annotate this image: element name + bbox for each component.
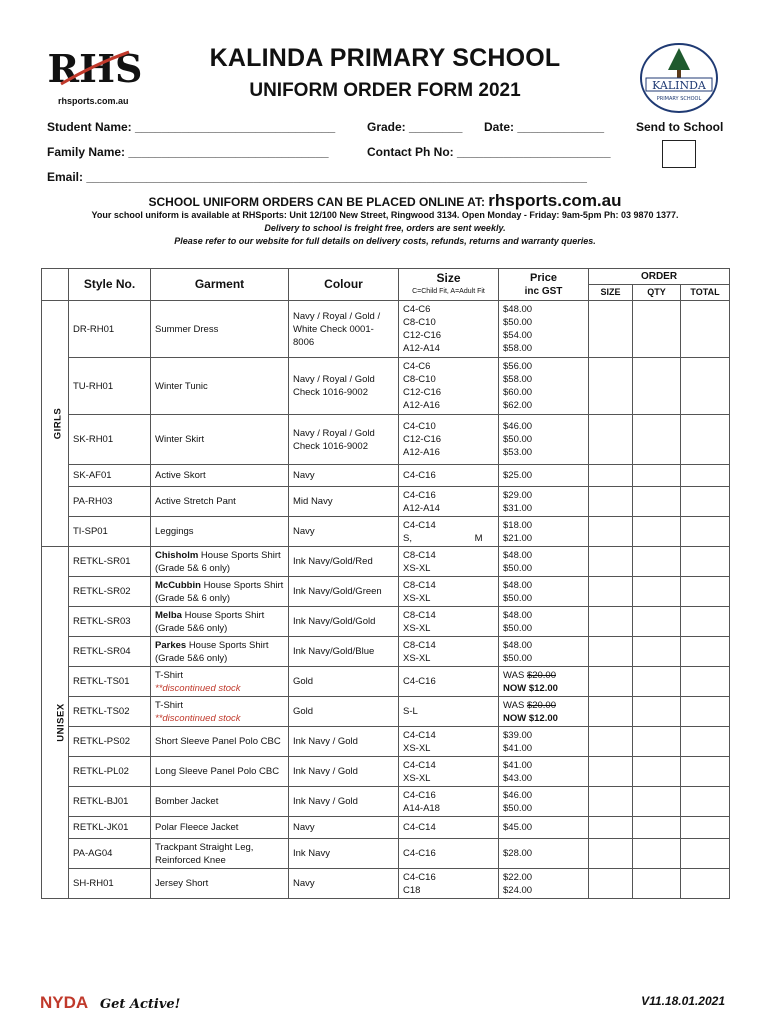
student-name-field[interactable]: Student Name: ______________________________ <box>47 120 336 134</box>
style-cell: TU-RH01 <box>69 358 151 415</box>
online-prefix: SCHOOL UNIFORM ORDERS CAN BE PLACED ONLINE AT: <box>148 195 485 209</box>
price-old: $20.00 <box>526 699 556 711</box>
order-total-input[interactable] <box>681 487 730 517</box>
garment-name: House Sports Shirt (Grade 5& 6 only) <box>155 549 281 574</box>
colour-cell: Navy / Royal / Gold Check 1016-9002 <box>289 415 399 465</box>
price-cell: $25.00 <box>499 465 589 487</box>
price-cell: $39.00 $41.00 <box>499 727 589 757</box>
group-header-blank <box>42 269 69 301</box>
size-cell: C8-C14 XS-XL <box>399 577 499 607</box>
order-size-input[interactable] <box>589 547 633 577</box>
garment-name: House Sports Shirt (Grade 5&6 only) <box>155 609 265 634</box>
price-cell: $41.00 $43.00 <box>499 757 589 787</box>
send-to-school-checkbox[interactable] <box>662 140 696 168</box>
garment-name: Active Skort <box>155 470 206 481</box>
style-cell: SK-RH01 <box>69 415 151 465</box>
table-row <box>42 607 730 637</box>
colour-cell: Navy <box>289 517 399 547</box>
order-size-input[interactable] <box>589 301 633 358</box>
price-cell: $22.00 $24.00 <box>499 869 589 899</box>
garment-cell <box>151 839 289 869</box>
order-total-input[interactable] <box>681 358 730 415</box>
discontinued-note: **discontinued stock <box>155 682 241 694</box>
order-total-input[interactable] <box>681 697 730 727</box>
table-row <box>42 415 730 465</box>
garment-cell <box>151 577 289 607</box>
header-price <box>499 269 589 301</box>
garment-cell <box>151 727 289 757</box>
order-qty-input[interactable] <box>633 358 681 415</box>
order-qty-input[interactable] <box>633 727 681 757</box>
garment-name: Winter Tunic <box>155 380 208 392</box>
order-qty-input[interactable] <box>633 547 681 577</box>
header-order: ORDER <box>589 269 730 285</box>
order-total-input[interactable] <box>681 607 730 637</box>
style-cell: RETKL-JK01 <box>69 817 151 839</box>
colour-cell: Navy <box>289 465 399 487</box>
garment-name: Trackpant Straight Leg, Reinforced Knee <box>155 841 254 866</box>
size-cell: C4-C16 A14-A18 <box>399 787 499 817</box>
colour-cell: Ink Navy/Gold/Gold <box>289 607 399 637</box>
colour-cell: Gold <box>289 667 399 697</box>
order-size-input[interactable] <box>589 465 633 487</box>
style-cell: DR-RH01 <box>69 301 151 358</box>
rhs-logo-text: RHS <box>47 46 143 91</box>
header-price-label: Price <box>530 271 557 284</box>
price-old: $20.00 <box>526 669 556 681</box>
nyda-slogan: Get Active! <box>100 997 181 1012</box>
garment-name: Polar Fleece Jacket <box>155 822 239 833</box>
table-row <box>42 547 730 577</box>
order-qty-input[interactable] <box>633 667 681 697</box>
colour-cell: Navy <box>289 869 399 899</box>
size-cell: C4-C16 <box>399 839 499 869</box>
order-total-input[interactable] <box>681 301 730 358</box>
order-qty-input[interactable] <box>633 487 681 517</box>
garment-cell <box>151 637 289 667</box>
price-cell: $48.00 $50.00 <box>499 577 589 607</box>
header-price-note: inc GST <box>524 285 563 297</box>
garment-cell <box>151 358 289 415</box>
table-row <box>42 637 730 667</box>
colour-cell: Navy / Royal / Gold Check 1016-9002 <box>289 358 399 415</box>
colour-cell: Ink Navy/Gold/Blue <box>289 637 399 667</box>
order-qty-input[interactable] <box>633 465 681 487</box>
order-qty-input[interactable] <box>633 301 681 358</box>
store-info: Your school uniform is available at RHSports: Unit 12/100 New Street, Ringwood 3134. Open Monday - Friday: 9am-5pm Ph: 03 9870 1377. <box>91 210 679 220</box>
order-size-input[interactable] <box>589 697 633 727</box>
order-size-input[interactable] <box>589 487 633 517</box>
table-row <box>42 869 730 899</box>
order-size-input[interactable] <box>589 727 633 757</box>
order-size-input[interactable] <box>589 817 633 839</box>
grade-field[interactable]: Grade: ________ <box>367 120 463 134</box>
size-cell: C4-C10 C12-C16 A12-A16 <box>399 415 499 465</box>
price-cell: $46.00 $50.00 $53.00 <box>499 415 589 465</box>
price-cell: $46.00 $50.00 <box>499 787 589 817</box>
price-cell: $18.00 $21.00 <box>499 517 589 547</box>
colour-cell: Ink Navy / Gold <box>289 757 399 787</box>
size-cell: C4-C14 XS-XL <box>399 757 499 787</box>
rhs-url: rhsports.com.au <box>58 96 129 106</box>
table-row <box>42 465 730 487</box>
header-size-note: C=Child Fit, A=Adult Fit <box>412 287 485 295</box>
colour-cell: Gold <box>289 697 399 727</box>
price-cell: $56.00 $58.00 $60.00 $62.00 <box>499 358 589 415</box>
garment-cell <box>151 487 289 517</box>
price-now: NOW $12.00 <box>503 682 558 694</box>
garment-name: Jersey Short <box>155 878 209 889</box>
table-row <box>42 727 730 757</box>
order-size-input[interactable] <box>589 667 633 697</box>
group-unisex-label: UNISEX <box>55 703 67 742</box>
size-cell: C4-C6 C8-C10 C12-C16 A12-A16 <box>399 358 499 415</box>
style-cell: RETKL-PS02 <box>69 727 151 757</box>
order-size-input[interactable] <box>589 358 633 415</box>
colour-cell: Ink Navy/Gold/Green <box>289 577 399 607</box>
table-row <box>42 667 730 697</box>
table-row <box>42 817 730 839</box>
header-order-qty: QTY <box>633 285 681 301</box>
school-crest <box>638 40 720 115</box>
header-colour: Colour <box>289 269 399 301</box>
order-size-input[interactable] <box>589 517 633 547</box>
online-notice <box>40 191 730 211</box>
group-girls <box>42 301 69 547</box>
nyda-logo <box>40 990 181 1014</box>
size-cell: C4-C16 <box>399 465 499 487</box>
header-size-label: Size <box>436 270 461 285</box>
table-row <box>42 577 730 607</box>
order-total-input[interactable] <box>681 415 730 465</box>
house-name: McCubbin <box>155 579 201 591</box>
garment-name: Long Sleeve Panel Polo CBC <box>155 766 280 777</box>
garment-name: Leggings <box>155 526 194 537</box>
header-size <box>399 269 499 301</box>
table-row <box>42 487 730 517</box>
size-cell: C4-C16 C18 <box>399 869 499 899</box>
garment-name: Bomber Jacket <box>155 796 219 807</box>
colour-cell: Ink Navy <box>289 839 399 869</box>
price-cell: $48.00 $50.00 $54.00 $58.00 <box>499 301 589 358</box>
garment-cell <box>151 517 289 547</box>
order-total-input[interactable] <box>681 869 730 899</box>
group-unisex <box>42 547 69 899</box>
house-name: Parkes <box>155 639 187 651</box>
style-cell: RETKL-BJ01 <box>69 787 151 817</box>
size-cell: C4-C16 A12-A14 <box>399 487 499 517</box>
order-total-input[interactable] <box>681 547 730 577</box>
colour-cell: Ink Navy/Gold/Red <box>289 547 399 577</box>
style-cell: RETKL-TS02 <box>69 697 151 727</box>
price-cell: $45.00 <box>499 817 589 839</box>
size-cell: S-L <box>399 697 499 727</box>
order-size-input[interactable] <box>589 839 633 869</box>
colour-cell: Ink Navy / Gold <box>289 727 399 757</box>
garment-name: T-Shirt <box>155 669 183 681</box>
order-total-input[interactable] <box>681 577 730 607</box>
price-cell <box>499 697 589 727</box>
policy-info: Please refer to our website for full details on delivery costs, refunds, returns and warranty queries. <box>174 236 596 246</box>
group-girls-label: GIRLS <box>52 407 64 440</box>
order-total-input[interactable] <box>681 727 730 757</box>
table-row <box>42 757 730 787</box>
style-cell: TI-SP01 <box>69 517 151 547</box>
price-was-label: WAS <box>503 699 525 711</box>
order-qty-input[interactable] <box>633 787 681 817</box>
style-cell: RETKL-SR01 <box>69 547 151 577</box>
header-garment: Garment <box>151 269 289 301</box>
family-name-field[interactable]: Family Name: ______________________________ <box>47 145 329 159</box>
garment-cell <box>151 757 289 787</box>
table-row <box>42 358 730 415</box>
email-field[interactable]: Email: ___________________________________________________________________________ <box>47 170 587 184</box>
garment-name: Active Stretch Pant <box>155 496 236 507</box>
form-title: UNIFORM ORDER FORM 2021 <box>249 80 521 101</box>
garment-cell <box>151 607 289 637</box>
style-cell: SH-RH01 <box>69 869 151 899</box>
table-row <box>42 301 730 358</box>
garment-cell <box>151 547 289 577</box>
header-style: Style No. <box>69 269 151 301</box>
table-row <box>42 697 730 727</box>
garment-cell <box>151 667 289 697</box>
size-cell: C8-C14 XS-XL <box>399 547 499 577</box>
online-url[interactable]: rhsports.com.au <box>488 191 622 210</box>
crest-sub: PRIMARY SCHOOL <box>656 96 702 102</box>
size-cell: C4-C6 C8-C10 C12-C16 A12-A14 <box>399 301 499 358</box>
garment-cell <box>151 465 289 487</box>
garment-cell <box>151 787 289 817</box>
colour-cell: Ink Navy / Gold <box>289 787 399 817</box>
crest-name: KALINDA <box>652 79 706 92</box>
order-qty-input[interactable] <box>633 415 681 465</box>
price-now: NOW $12.00 <box>503 712 558 724</box>
garment-name: House Sports Shirt (Grade 5& 6 only) <box>155 579 284 604</box>
colour-cell: Navy <box>289 817 399 839</box>
style-cell: RETKL-SR03 <box>69 607 151 637</box>
header-order-size: SIZE <box>589 285 633 301</box>
order-total-input[interactable] <box>681 787 730 817</box>
garment-cell <box>151 869 289 899</box>
order-total-input[interactable] <box>681 667 730 697</box>
price-cell: $48.00 $50.00 <box>499 547 589 577</box>
size-cell: C8-C14 XS-XL <box>399 607 499 637</box>
delivery-info: Delivery to school is freight free, orders are sent weekly. <box>264 223 506 233</box>
price-cell: $29.00 $31.00 <box>499 487 589 517</box>
order-total-input[interactable] <box>681 817 730 839</box>
style-cell: RETKL-SR04 <box>69 637 151 667</box>
style-cell: RETKL-TS01 <box>69 667 151 697</box>
order-size-input[interactable] <box>589 757 633 787</box>
order-total-input[interactable] <box>681 637 730 667</box>
size-cell: C4-C14 <box>399 817 499 839</box>
colour-cell: Navy / Royal / Gold / White Check 0001-8006 <box>289 301 399 358</box>
school-title: KALINDA PRIMARY SCHOOL <box>209 44 561 72</box>
order-total-input[interactable] <box>681 757 730 787</box>
table-row <box>42 517 730 547</box>
size-cell: C4-C16 <box>399 667 499 697</box>
table-row <box>42 839 730 869</box>
price-was-label: WAS <box>503 669 525 681</box>
style-cell: PA-RH03 <box>69 487 151 517</box>
garment-name: Winter Skirt <box>155 434 205 445</box>
date-field[interactable]: Date: _____________ <box>484 120 605 134</box>
style-cell: PA-AG04 <box>69 839 151 869</box>
garment-cell <box>151 697 289 727</box>
price-cell: $48.00 $50.00 <box>499 637 589 667</box>
house-name: Chisholm <box>155 549 199 561</box>
order-total-input[interactable] <box>681 465 730 487</box>
order-size-input[interactable] <box>589 415 633 465</box>
size-cell: C4-C14 S, M <box>399 517 499 547</box>
order-qty-input[interactable] <box>633 869 681 899</box>
size-cell: C4-C14 XS-XL <box>399 727 499 757</box>
order-size-input[interactable] <box>589 607 633 637</box>
order-size-input[interactable] <box>589 637 633 667</box>
garment-name: Short Sleeve Panel Polo CBC <box>155 736 281 747</box>
order-qty-input[interactable] <box>633 517 681 547</box>
size-cell: C8-C14 XS-XL <box>399 637 499 667</box>
discontinued-note: **discontinued stock <box>155 712 241 724</box>
order-qty-input[interactable] <box>633 839 681 869</box>
garment-name: T-Shirt <box>155 699 183 711</box>
order-qty-input[interactable] <box>633 697 681 727</box>
order-qty-input[interactable] <box>633 607 681 637</box>
order-qty-input[interactable] <box>633 637 681 667</box>
order-size-input[interactable] <box>589 869 633 899</box>
uniform-table <box>41 268 730 899</box>
order-qty-input[interactable] <box>633 817 681 839</box>
garment-cell <box>151 817 289 839</box>
house-name: Melba <box>155 609 182 621</box>
style-cell: SK-AF01 <box>69 465 151 487</box>
price-cell: $28.00 <box>499 839 589 869</box>
version-number: V11.18.01.2021 <box>641 994 725 1008</box>
garment-cell <box>151 415 289 465</box>
order-qty-input[interactable] <box>633 577 681 607</box>
send-to-school-label: Send to School <box>636 120 724 134</box>
header-order-total: TOTAL <box>681 285 730 301</box>
table-row <box>42 787 730 817</box>
order-qty-input[interactable] <box>633 757 681 787</box>
order-size-input[interactable] <box>589 787 633 817</box>
garment-cell <box>151 301 289 358</box>
garment-name: House Sports Shirt (Grade 5&6 only) <box>155 639 269 664</box>
order-total-input[interactable] <box>681 839 730 869</box>
style-cell: RETKL-PL02 <box>69 757 151 787</box>
contact-phone-field[interactable]: Contact Ph No: _______________________ <box>367 145 611 159</box>
price-cell <box>499 667 589 697</box>
order-size-input[interactable] <box>589 577 633 607</box>
price-cell: $48.00 $50.00 <box>499 607 589 637</box>
colour-cell: Mid Navy <box>289 487 399 517</box>
style-cell: RETKL-SR02 <box>69 577 151 607</box>
garment-name: Summer Dress <box>155 323 219 335</box>
nyda-brand: NYDA <box>40 993 89 1012</box>
order-total-input[interactable] <box>681 517 730 547</box>
